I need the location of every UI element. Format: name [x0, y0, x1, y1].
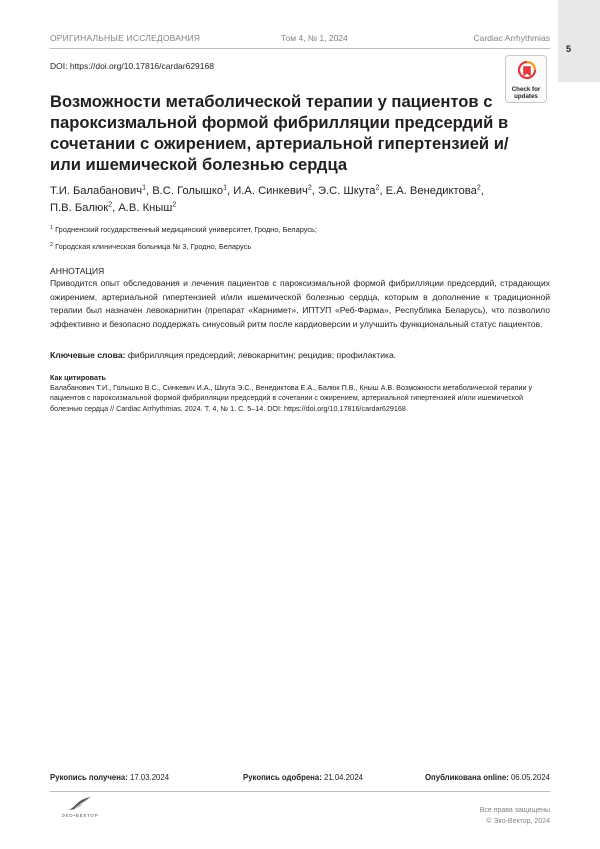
keywords-label: Ключевые слова: [50, 350, 126, 360]
publisher-logo [50, 796, 110, 820]
footer-divider [50, 791, 550, 792]
publisher-logo-text: ЭКО•ВЕКТОР [61, 813, 99, 818]
affiliation-1: $^1$ Гродненский государственный медицинский университет, Гродно, Беларусь; [50, 224, 317, 234]
citation-heading: Как цитировать [50, 373, 106, 382]
badge-label: Check for updates [511, 86, 541, 100]
author: Т.И. Балабанович$^1$, [50, 184, 153, 197]
author: И.А. Синкевич$^2$, [233, 184, 318, 197]
author: А.В. Кныш$^2$ [118, 201, 177, 214]
page-tab [558, 0, 600, 82]
copyright-notice: Все права защищены © Эко-Вектор, 2024 [479, 807, 550, 825]
eco-vector-logo-icon [67, 796, 93, 812]
abstract-text: Приводится опыт обследования и лечения пациентов с пароксизмальной формой фибрилляции предсердий, страдающих ожирением, артериальной гипертензией и/или ишемической болезнью сердца, которым в дополнение к традиционной терапии был назначен левокарнитин (препарат «Карнимет», ИПТУП «Реб-Фарма», Республика Беларусь), что позволило эффективно и безопасно поддержать синусовый ритм после кардиоверсии и улучшить функциональный статус пациентов. [50, 278, 550, 329]
date-received: Рукопись получена: 17.03.2024 [50, 773, 170, 782]
page-number: 5 [566, 44, 572, 54]
date-approved: Рукопись одобрена: 21.04.2024 [243, 773, 364, 782]
affiliation-2: $^2$ Городская клиническая больница № 3, Гродно, Беларусь [50, 241, 252, 251]
article-title: Возможности метаболической терапии у пациентов с пароксизмальной формой фибрилляции предсердий в сочетании с ожирением, артериальной гипертензией и/или ишемической болезнью сердца [50, 92, 509, 174]
author-list [50, 183, 505, 217]
check-for-updates-icon [518, 61, 536, 83]
author: Э.С. Шкута$^2$, [318, 184, 386, 197]
keywords [50, 350, 550, 360]
abstract-heading: АННОТАЦИЯ [50, 266, 105, 276]
author: Е.А. Венедиктова$^2$, [385, 184, 484, 197]
header-divider [50, 48, 550, 49]
author: В.С. Голышко$^1$, [152, 184, 234, 197]
doi-link[interactable]: DOI: https://doi.org/10.17816/cardar629168 [50, 61, 214, 71]
date-published: Опубликована online: 06.05.2024 [424, 773, 550, 782]
running-header [50, 33, 550, 45]
citation-text: Балабанович Т.И., Голышко В.С., Синкевич И.А., Шкута Э.С., Венедиктова Е.А., Балюк П.В., Кныш А.В. Возможности метаболической терапии у пациентов с пароксизмальной формой фибрилляции предсердий в сочетании с ожирением, артериальной гипертензией и/или ишемической болезнью сердца // Cardiac Arrhythmias. 2024. Т. 4, № 1. С. 5–14. DOI: https://doi.org/10.17816/cardar629168 [50, 383, 533, 413]
check-for-updates-badge[interactable] [505, 55, 547, 103]
header-section: ОРИГИНАЛЬНЫЕ ИССЛЕДОВАНИЯ [50, 33, 201, 43]
keywords-text: фибрилляция предсердий; левокарнитин; рецидив; профилактика. [125, 350, 397, 360]
manuscript-dates [50, 773, 550, 785]
header-journal: Cardiac Arrhythmias [473, 33, 550, 43]
header-volume: Том 4, № 1, 2024 [281, 33, 348, 43]
author: П.В. Балюк$^2$, [50, 201, 119, 214]
